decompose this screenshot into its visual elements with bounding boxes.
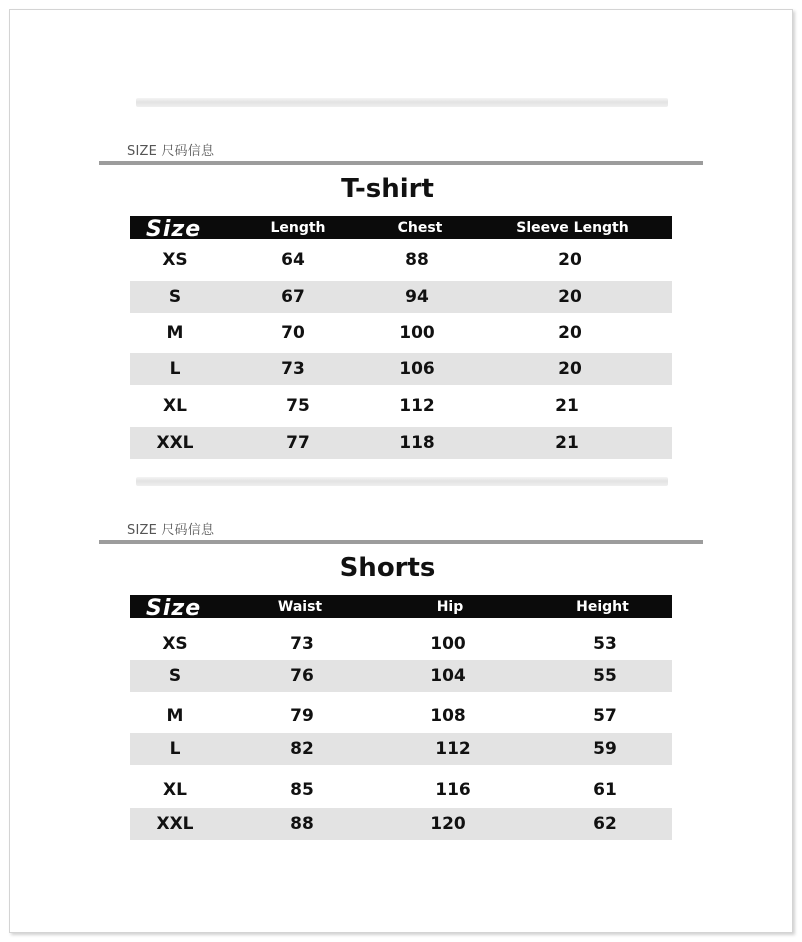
- cell-hip: 104: [430, 666, 466, 686]
- header-size: Size: [146, 217, 202, 242]
- header-sleeve-length: Sleeve Length: [516, 220, 629, 236]
- cell-hip: 116: [435, 780, 471, 800]
- table-row: [130, 353, 672, 385]
- cell-sleeve-length: 21: [555, 433, 579, 453]
- table-row: [130, 244, 672, 276]
- cell-size: M: [166, 706, 184, 726]
- section-rule: [99, 540, 703, 544]
- cell-length: 67: [281, 287, 305, 307]
- cell-size: L: [169, 739, 181, 759]
- table-row: [130, 808, 672, 840]
- cell-chest: 94: [405, 287, 429, 307]
- cell-waist: 76: [290, 666, 314, 686]
- cell-size: XL: [163, 396, 187, 416]
- cell-height: 62: [593, 814, 617, 834]
- cell-size: XL: [163, 780, 187, 800]
- decorative-divider-middle: [136, 477, 668, 486]
- table-row: [130, 628, 672, 660]
- cell-size: L: [169, 359, 181, 379]
- cell-height: 57: [593, 706, 617, 726]
- cell-length: 73: [281, 359, 305, 379]
- header-waist: Waist: [277, 599, 323, 615]
- cell-chest: 118: [399, 433, 435, 453]
- table-row: [130, 427, 672, 459]
- size-info-label: SIZE 尺码信息: [127, 144, 215, 159]
- shorts-title: Shorts: [339, 553, 436, 583]
- cell-sleeve-length: 20: [558, 359, 582, 379]
- header-chest: Chest: [397, 220, 443, 236]
- cell-size: S: [168, 666, 182, 686]
- size-info-label: SIZE 尺码信息: [127, 523, 215, 538]
- shorts-table-header: [130, 595, 672, 621]
- cell-height: 59: [593, 739, 617, 759]
- cell-height: 53: [593, 634, 617, 654]
- cell-height: 55: [593, 666, 617, 686]
- cell-length: 70: [281, 323, 305, 343]
- cell-waist: 85: [290, 780, 314, 800]
- tshirt-title: T-shirt: [341, 174, 434, 204]
- cell-waist: 79: [290, 706, 314, 726]
- table-row: [130, 281, 672, 313]
- table-row: [130, 390, 672, 422]
- table-row: [130, 660, 672, 692]
- cell-hip: 100: [430, 634, 466, 654]
- cell-size: S: [168, 287, 182, 307]
- table-row: [130, 774, 672, 806]
- cell-sleeve-length: 20: [558, 250, 582, 270]
- cell-size: M: [166, 323, 184, 343]
- header-hip: Hip: [436, 599, 464, 615]
- cell-height: 61: [593, 780, 617, 800]
- header-size: Size: [146, 596, 202, 621]
- table-row: [130, 733, 672, 765]
- tshirt-table-header: [130, 216, 672, 242]
- table-row: [130, 317, 672, 349]
- header-height: Height: [576, 599, 629, 615]
- header-length: Length: [270, 220, 326, 236]
- decorative-divider-top: [136, 98, 668, 107]
- cell-size: XS: [162, 634, 188, 654]
- table-row: [130, 700, 672, 732]
- cell-hip: 112: [435, 739, 471, 759]
- cell-size: XXL: [156, 433, 194, 453]
- cell-chest: 88: [405, 250, 429, 270]
- cell-hip: 120: [430, 814, 466, 834]
- cell-waist: 88: [290, 814, 314, 834]
- cell-size: XS: [162, 250, 188, 270]
- section-rule: [99, 161, 703, 165]
- cell-chest: 106: [399, 359, 435, 379]
- cell-waist: 73: [290, 634, 314, 654]
- cell-length: 77: [286, 433, 310, 453]
- cell-sleeve-length: 20: [558, 323, 582, 343]
- cell-sleeve-length: 20: [558, 287, 582, 307]
- cell-sleeve-length: 21: [555, 396, 579, 416]
- cell-hip: 108: [430, 706, 466, 726]
- cell-length: 75: [286, 396, 310, 416]
- cell-length: 64: [281, 250, 305, 270]
- cell-chest: 100: [399, 323, 435, 343]
- cell-chest: 112: [399, 396, 435, 416]
- cell-size: XXL: [156, 814, 194, 834]
- cell-waist: 82: [290, 739, 314, 759]
